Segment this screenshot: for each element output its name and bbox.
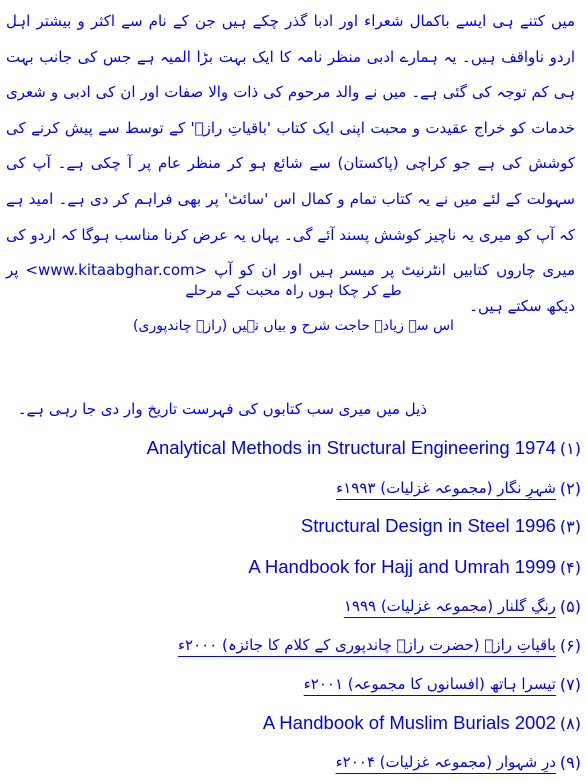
book-number: (۲): [559, 478, 581, 498]
book-list-intro: ذیل میں میری سب کتابوں کی فہرست تاریخ وار دی جا رہی ہے۔: [17, 400, 427, 418]
book-number: (۷): [559, 674, 581, 694]
book-number: (۵): [559, 596, 581, 616]
book-title: Analytical Methods in Structural Engineering 1974: [146, 437, 556, 458]
book-title: Structural Design in Steel 1996: [300, 515, 556, 536]
book-number: (۱): [559, 438, 581, 458]
book-item-8: [263, 705, 581, 741]
book-number: (۳): [559, 516, 581, 536]
book-number: (۶): [559, 635, 581, 655]
book-number: (۹): [559, 752, 581, 772]
intro-paragraph: میں کتنے ہی ایسے باکمال شعراء اور ادبا گذر چکے ہیں جن کے نام سے اکثر و بیشتر اہل اردو ناواقف ہیں۔ یہ ہمارے ادبی منظر نامہ کا ایک بہت بڑا المیہ ہے جس کی جانب بہت ہی کم توجہ کی گئی ہے۔ میں نے والد مرحوم کی ذات والا صفات اور ان کی ادبی و شعری خدمات کو خراج عقیدت و محبت اپنی ایک کتاب 'باقیاتِ رازؔ' کے توسط سے پیش کرنے کی کوشش کی ہے جو کراچی (پاکستان) سے شائع ہو کر منظر عام پر آ چکی ہے۔ آپ کی سہولت کے لئے میں نے یہ کتاب تمام و کمال اس 'سائٹ' پر بھی فراہم کر دی ہے۔ امید ہے کہ آپ کو میری یہ ناچیز کوشش پسند آئے گی۔ یہاں یہ عرض کرنا مناسب ہوگا کہ اردو کی میری چاروں کتابیں انٹرنیٹ پر میسر ہیں اور ان کو آپ <www.kitaabghar.com> پر دیکھ سکتے ہیں۔: [6, 12, 575, 315]
book-title: تیسرا ہاتھ (افسانوں کا مجموعہ) ۲۰۰۱ء: [303, 675, 556, 693]
book-item-1: [147, 430, 581, 466]
verse-line-2: اس سے زیادہ حاجت شرح و بیاں نہیں (رازؔ چاندپوری): [133, 318, 454, 334]
book-title: A Handbook of Muslim Burials 2002: [262, 712, 556, 733]
book-item-9: [336, 744, 581, 780]
book-title: باقیاتِ رازؔ (حضرت رازؔ چاندپوری کے کلام کا جائزہ) ۲۰۰۰ء: [177, 636, 556, 654]
book-title: رنگِ گلنار (مجموعہ غزلیات) ۱۹۹۹: [343, 597, 556, 615]
book-item-4: [248, 549, 581, 585]
book-number: (۸): [559, 713, 581, 733]
book-item-7: [304, 666, 581, 702]
book-item-3: [301, 508, 581, 544]
book-item-2: [336, 470, 581, 506]
book-item-6: [178, 627, 581, 663]
verse-line-1: طے کر چکا ہوں راہ محبت کے مرحلے: [185, 283, 402, 299]
book-item-5: [344, 588, 581, 624]
book-title: A Handbook for Hajj and Umrah 1999: [248, 556, 556, 577]
book-number: (۴): [559, 557, 581, 577]
book-title: درِ شہوار (مجموعہ غزلیات) ۲۰۰۴ء: [335, 753, 556, 771]
book-title: شہرِ نگار (مجموعہ غزلیات) ۱۹۹۳ء: [336, 479, 556, 497]
